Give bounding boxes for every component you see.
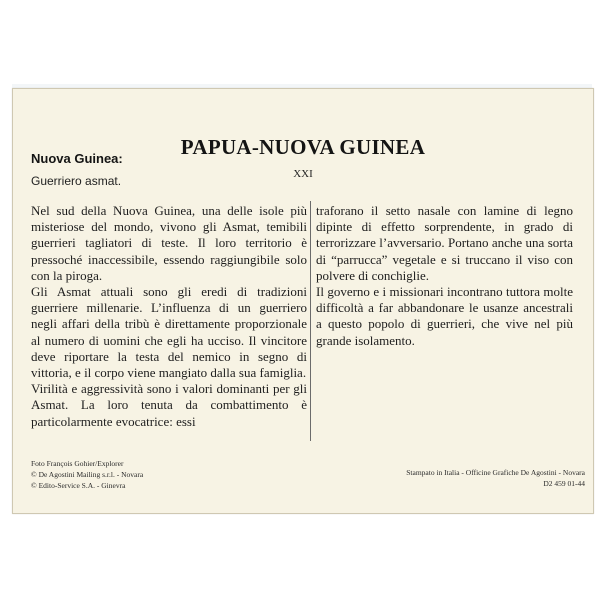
card-title: PAPUA-NUOVA GUINEA: [180, 135, 426, 159]
paragraph: Il governo e i missionari incontrano tuttora molte difficoltà a far abbandonare le usanze ancestrali a questo popolo di guerrieri, che vive nel più grande isolamento.: [316, 284, 573, 348]
printer-line: Stampato in Italia - Officine Grafiche De Agostini - Novara: [406, 468, 585, 477]
paragraph: Virilità e aggressività sono i valori dominanti per gli Asmat. La loro tenuta da combattimento è particolarmente evocatrice: essi: [31, 381, 307, 429]
paragraph: traforano il setto nasale con lamine di legno dipinte di effetto sorprendente, in grado di terrorizzare l’avversario. Portano anche una sorta di “parrucca” vegetale e si truccano il viso con polvere di conchiglie.: [316, 203, 573, 283]
paragraph: Nel sud della Nuova Guinea, una delle isole più misteriose del mondo, vivono gli Asmat, temibili guerrieri tagliatori di teste. Il loro territorio è pressoché inaccessibile, essendo raggiungibile solo con la piroga.: [31, 203, 307, 283]
printer-info: [406, 467, 585, 489]
text-column-left: [31, 203, 307, 430]
credit-line: Foto François Gohier/Explorer: [31, 459, 124, 468]
column-divider: [310, 201, 311, 441]
subject-subtitle: Guerriero asmat.: [31, 174, 122, 188]
card-number: XXI: [293, 168, 313, 180]
subject-heading: Nuova Guinea:: [31, 151, 123, 166]
credit-line: © De Agostini Mailing s.r.l. - Novara: [31, 470, 144, 479]
text-column-right: [316, 203, 573, 349]
product-code: D2 459 01-44: [543, 479, 585, 488]
postcard-back: [12, 88, 594, 514]
paragraph: Gli Asmat attuali sono gli eredi di tradizioni guerriere millenarie. L’influenza di un guerriero negli affari della tribù è direttamente proporzionale al numero di uomini che egli ha ucciso. Il vincitore deve riportare la testa del nemico in segno di vittoria, e il corpo viene mangiato dalla sua famiglia.: [31, 284, 307, 381]
credit-line: © Edito-Service S.A. - Ginevra: [31, 481, 126, 490]
photo-credits: [31, 458, 143, 491]
